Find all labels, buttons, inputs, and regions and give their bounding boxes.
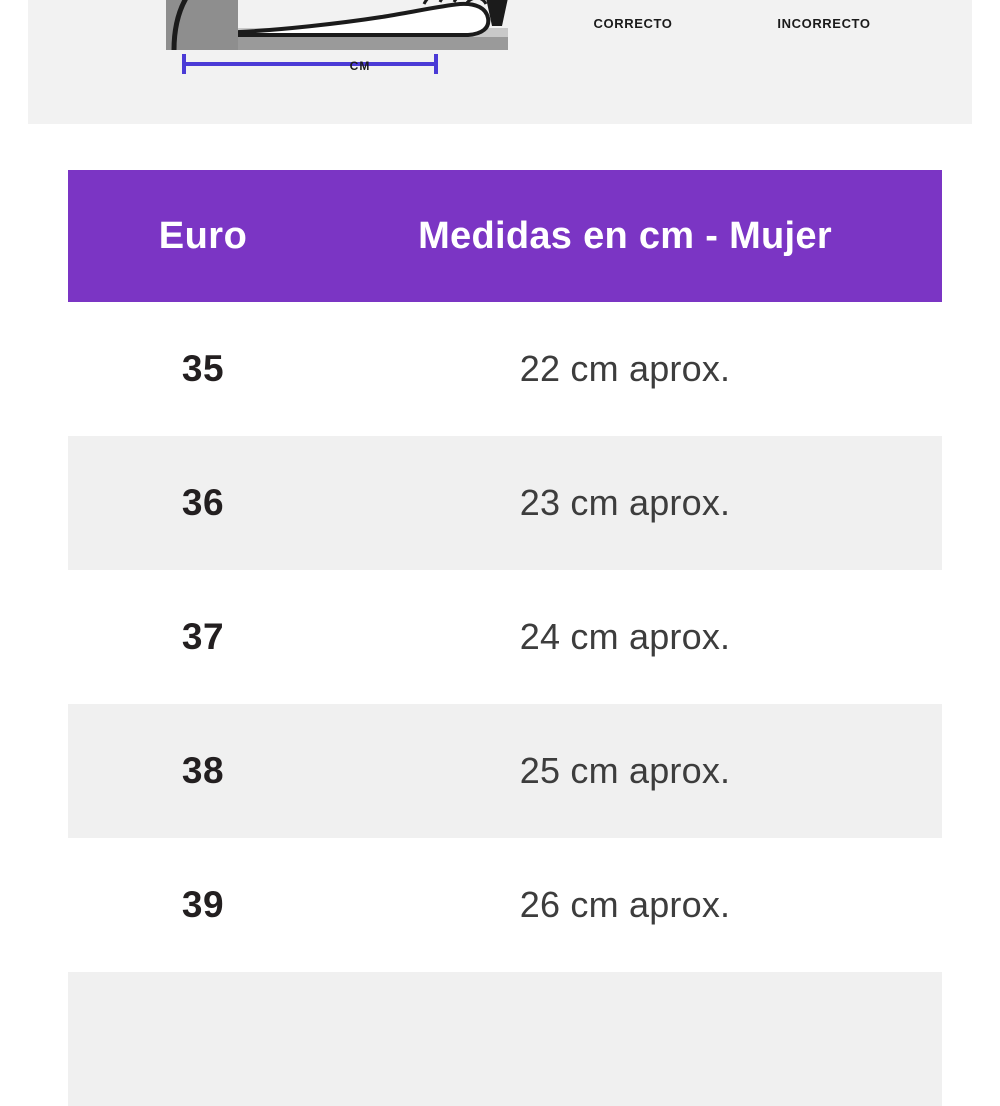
cell-euro: 35 bbox=[181, 348, 225, 389]
column-header-euro: Euro bbox=[158, 214, 248, 257]
cell-medida: 25 cm aprox. bbox=[519, 750, 731, 791]
table-row bbox=[68, 436, 942, 570]
cell-medida: 26 cm aprox. bbox=[519, 884, 731, 925]
cell-euro: 36 bbox=[181, 482, 225, 523]
cm-measure-label: CM bbox=[349, 59, 371, 73]
cell-medida: 24 cm aprox. bbox=[519, 616, 731, 657]
incorrect-foot-illustration bbox=[734, 0, 914, 124]
cell-euro: 38 bbox=[181, 750, 225, 791]
table-row bbox=[68, 838, 942, 972]
size-chart-table bbox=[68, 170, 942, 1106]
foot-measurement-diagram-panel bbox=[28, 0, 972, 124]
table-row bbox=[68, 302, 942, 436]
table-row bbox=[68, 972, 942, 1106]
foot-ruler-svg bbox=[88, 0, 508, 74]
correct-caption: CORRECTO bbox=[593, 16, 673, 31]
cell-medida: 23 cm aprox. bbox=[519, 482, 731, 523]
foot-on-ruler-illustration bbox=[88, 0, 508, 124]
cell-euro: 39 bbox=[181, 884, 225, 925]
table-row bbox=[68, 570, 942, 704]
cell-euro: 37 bbox=[181, 616, 225, 657]
column-header-medidas: Medidas en cm - Mujer bbox=[418, 214, 832, 257]
cell-medida: 22 cm aprox. bbox=[519, 348, 731, 389]
incorrect-caption: INCORRECTO bbox=[777, 16, 871, 31]
table-header-row bbox=[68, 170, 942, 302]
table-row bbox=[68, 704, 942, 838]
correct-foot-illustration bbox=[548, 0, 708, 124]
